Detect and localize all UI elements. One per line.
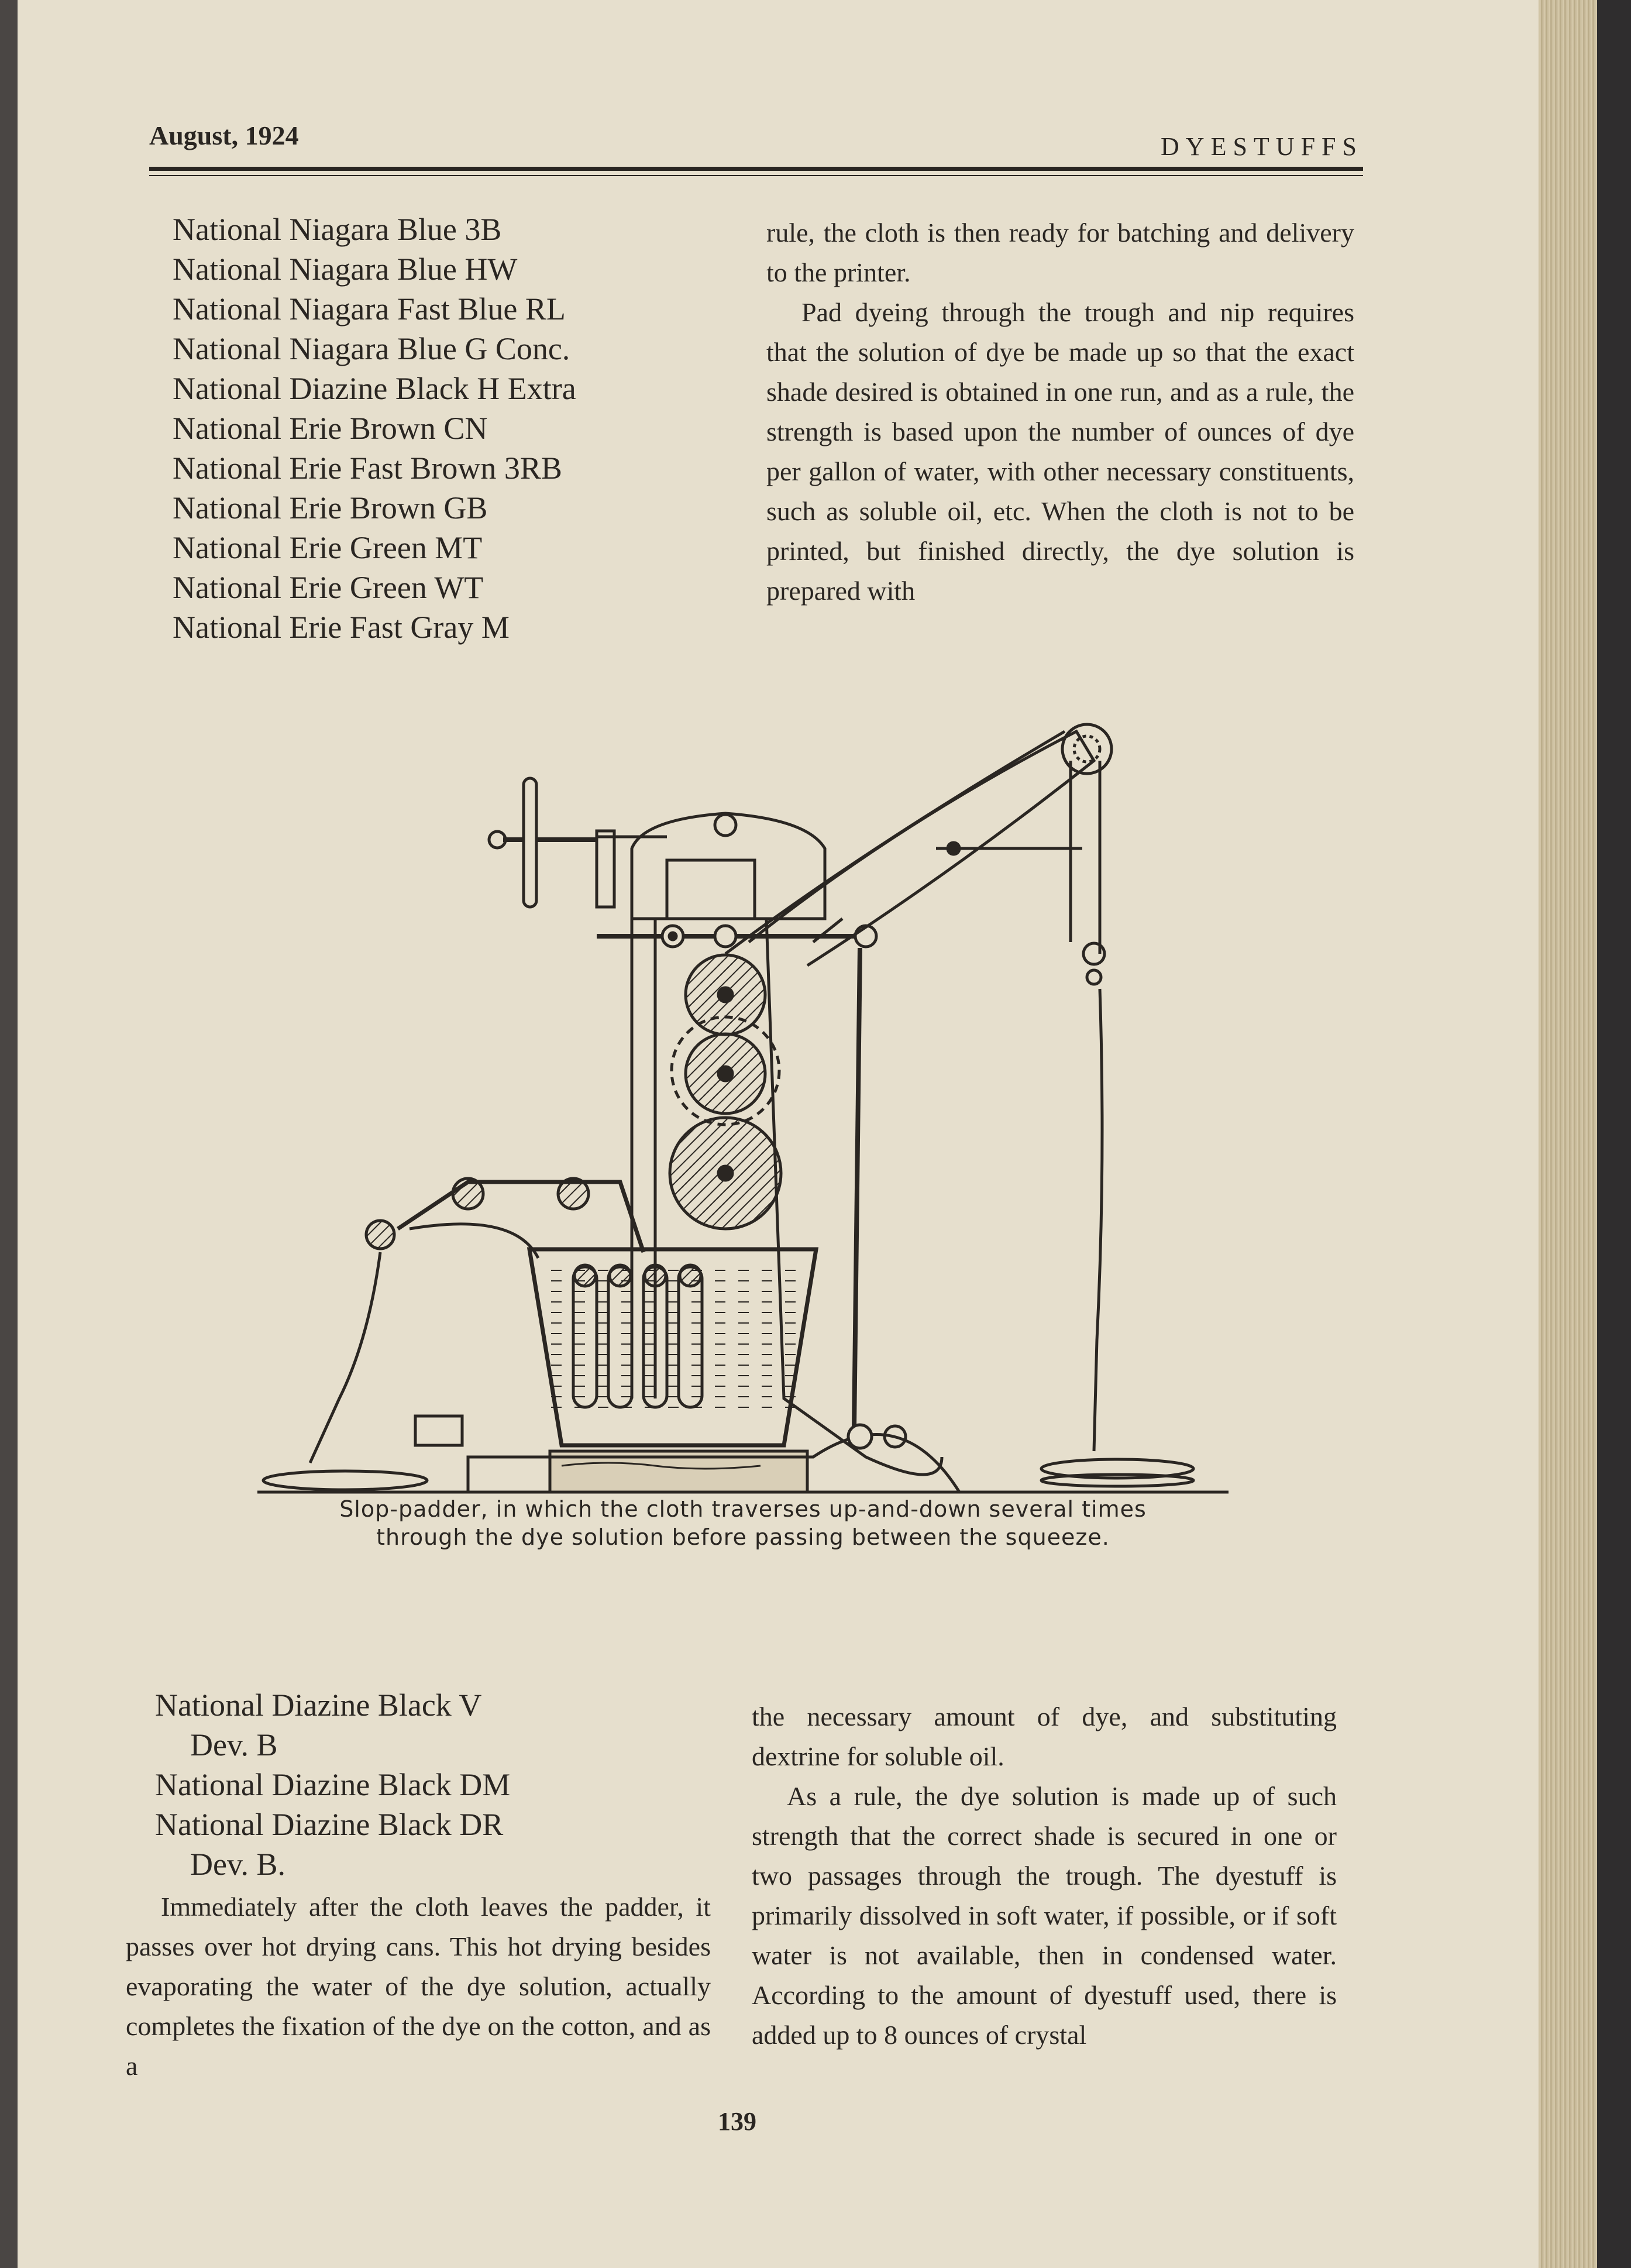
dye-item: National Erie Brown GB: [173, 490, 488, 525]
dye-list-bottom: [155, 1685, 510, 1884]
page-number: 139: [718, 2107, 756, 2136]
cloth-pile-left: [263, 1471, 427, 1490]
top-roller-pivot: [715, 815, 736, 836]
slop-padder-illustration: [222, 696, 1240, 1516]
figure-caption: Slop-padder, in which the cloth traverses up-and-down several times through the dye solution before passing between the squeeze.: [339, 1496, 1147, 1550]
dye-item: National Niagara Blue 3B: [173, 212, 502, 247]
dye-item: National Niagara Blue HW: [173, 252, 518, 287]
book-binding: [0, 0, 18, 2268]
paragraph-dye-strength: As a rule, the dye solution is made up of such strength that the correct shade is secured in one or two passages through the trough. The dyestuff is primarily dissolved in soft water, if possible, or if soft water is not available, then in condensed water. According to the amount of dyestuff used, there is added up to 8 ounces of crystal: [752, 1781, 1337, 2050]
paragraph-pad-dyeing: Pad dyeing through the trough and nip requires that the solution of dye be made up so that the exact shade desired is obtained in one run, and as a rule, the strength is based upon the number of ounces of dye per gallon of water, with other necessary constituents, such as soluble oil, etc. When the cloth is not to be printed, but finished directly, the dye solution is prepared with: [766, 297, 1354, 606]
dye-list-top: [173, 209, 576, 647]
header-rule-thin: [149, 175, 1363, 176]
right-column-bottom: [752, 1697, 1337, 2055]
crank-pivot: [848, 1425, 872, 1448]
dye-item: National Diazine Black H Extra: [173, 371, 576, 406]
handwheel: [524, 778, 536, 907]
dye-item: National Diazine Black DR: [155, 1807, 504, 1842]
dye-item: National Erie Green WT: [173, 570, 484, 605]
paragraph-drying: Immediately after the cloth leaves the padder, it passes over hot drying cans. This hot drying besides evaporating the water of the dye solution, actually completes the fixation of the dye on the cotton, and as a: [126, 1892, 711, 2081]
cloth-feed: [310, 1252, 380, 1463]
continued-paragraph: rule, the cloth is then ready for batching and delivery to the printer.: [766, 218, 1354, 287]
left-column-bottom: [126, 1887, 711, 2086]
dye-item: National Erie Brown CN: [173, 411, 488, 446]
header-journal-title: DYESTUFFS: [1161, 132, 1363, 161]
dye-item: National Niagara Fast Blue RL: [173, 291, 566, 327]
dye-item: National Erie Fast Brown 3RB: [173, 451, 562, 486]
dye-item: National Erie Fast Gray M: [173, 610, 510, 645]
dye-item: Dev. B: [190, 1727, 278, 1762]
dye-item: National Niagara Blue G Conc.: [173, 331, 570, 366]
dye-item: National Diazine Black DM: [155, 1767, 511, 1802]
dye-item: Dev. B.: [190, 1847, 285, 1882]
right-column-top: [766, 213, 1354, 611]
header-rule: [149, 167, 1363, 171]
page-edges: [1539, 0, 1597, 2268]
feed-arm: [398, 1182, 644, 1252]
dye-item: National Erie Green MT: [173, 530, 483, 565]
header-date: August, 1924: [149, 121, 299, 150]
continued-paragraph: the necessary amount of dye, and substituting dextrine for soluble oil.: [752, 1702, 1337, 1771]
book-cover-edge: [1597, 0, 1631, 2268]
journal-page: [18, 0, 1539, 2268]
dye-item: National Diazine Black V: [155, 1688, 482, 1723]
